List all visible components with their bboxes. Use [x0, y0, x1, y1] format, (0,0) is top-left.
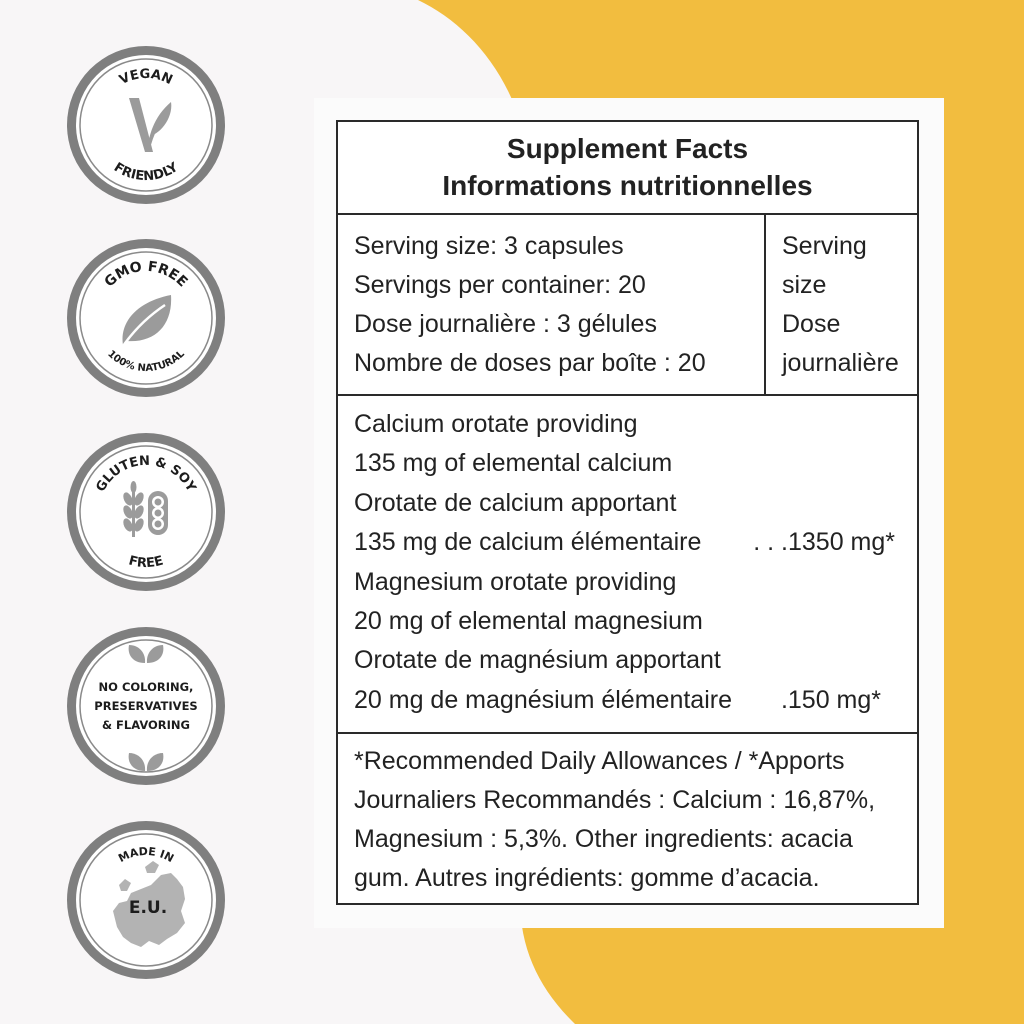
serving-section [338, 215, 917, 396]
calcium-amount: . . .1350 mg* [753, 528, 895, 557]
badge-line-1: NO COLORING, [98, 680, 194, 694]
gluten-soy-free-badge [61, 427, 231, 597]
footnote-line: Magnesium : 5,3%. Other ingredients: acacia [354, 825, 853, 853]
badge-top-text: MADE IN [116, 844, 176, 866]
serving-header-line: Dose [782, 310, 841, 338]
footnote-section [338, 734, 917, 898]
badge-line-2: PRESERVATIVES [94, 699, 198, 713]
supplement-facts-table [336, 120, 919, 905]
serving-header-line: Serving [782, 232, 867, 260]
gmo-free-badge [61, 233, 231, 403]
no-coloring-badge [61, 621, 231, 791]
badge-center-text: E.U. [128, 898, 168, 918]
serving-header-line: size [782, 271, 827, 299]
title-french: Informations nutritionnelles [442, 170, 813, 201]
serving-info [338, 215, 766, 394]
badge-bottom-text: FRIENDLY [111, 160, 181, 185]
badge-bottom-text: 100% NATURAL [105, 348, 187, 375]
serving-column-header [766, 215, 917, 394]
serving-header-line: journalière [782, 349, 899, 377]
ingredient-line: 135 mg de calcium élémentaire [354, 528, 702, 557]
ingredient-line: Orotate de calcium apportant [354, 488, 677, 517]
title-english: Supplement Facts [506, 133, 749, 164]
footnote-line: gum. Autres ingrédients: gomme d’acacia. [354, 864, 820, 892]
badge-top-text: GLUTEN & SOY [93, 453, 199, 495]
ingredient-line: 135 mg of elemental calcium [354, 449, 673, 478]
serving-line: Servings per container: 20 [354, 271, 646, 299]
footnote-line: *Recommended Daily Allowances / *Apports [354, 747, 845, 775]
ingredient-line: Magnesium orotate providing [354, 567, 677, 596]
badge-line-3: & FLAVORING [101, 718, 191, 732]
magnesium-row [354, 681, 917, 720]
ingredient-line: Orotate de magnésium apportant [354, 646, 721, 675]
ingredient-line: Calcium orotate providing [354, 410, 638, 438]
ingredients-section [338, 396, 917, 734]
serving-line: Serving size: 3 capsules [354, 232, 624, 260]
facts-header [338, 122, 917, 215]
ingredient-line: 20 mg de magnésium élémentaire [354, 685, 732, 714]
svg-text:FREE [127, 554, 165, 572]
magnesium-amount: .150 mg* [780, 685, 881, 714]
footnote-line: Journaliers Recommandés : Calcium : 16,87%, [354, 786, 876, 814]
badge-top-text: GMO FREE [101, 258, 191, 291]
serving-line: Dose journalière : 3 gélules [354, 310, 657, 338]
serving-line: Nombre de doses par boîte : 20 [354, 349, 706, 377]
made-in-eu-badge [61, 815, 231, 985]
ingredient-line: 20 mg of elemental magnesium [354, 607, 703, 636]
badge-bottom-text: FREE [126, 553, 166, 572]
vegan-friendly-badge [61, 40, 231, 210]
calcium-row [354, 523, 917, 562]
badge-top-text: VEGAN [117, 66, 175, 89]
